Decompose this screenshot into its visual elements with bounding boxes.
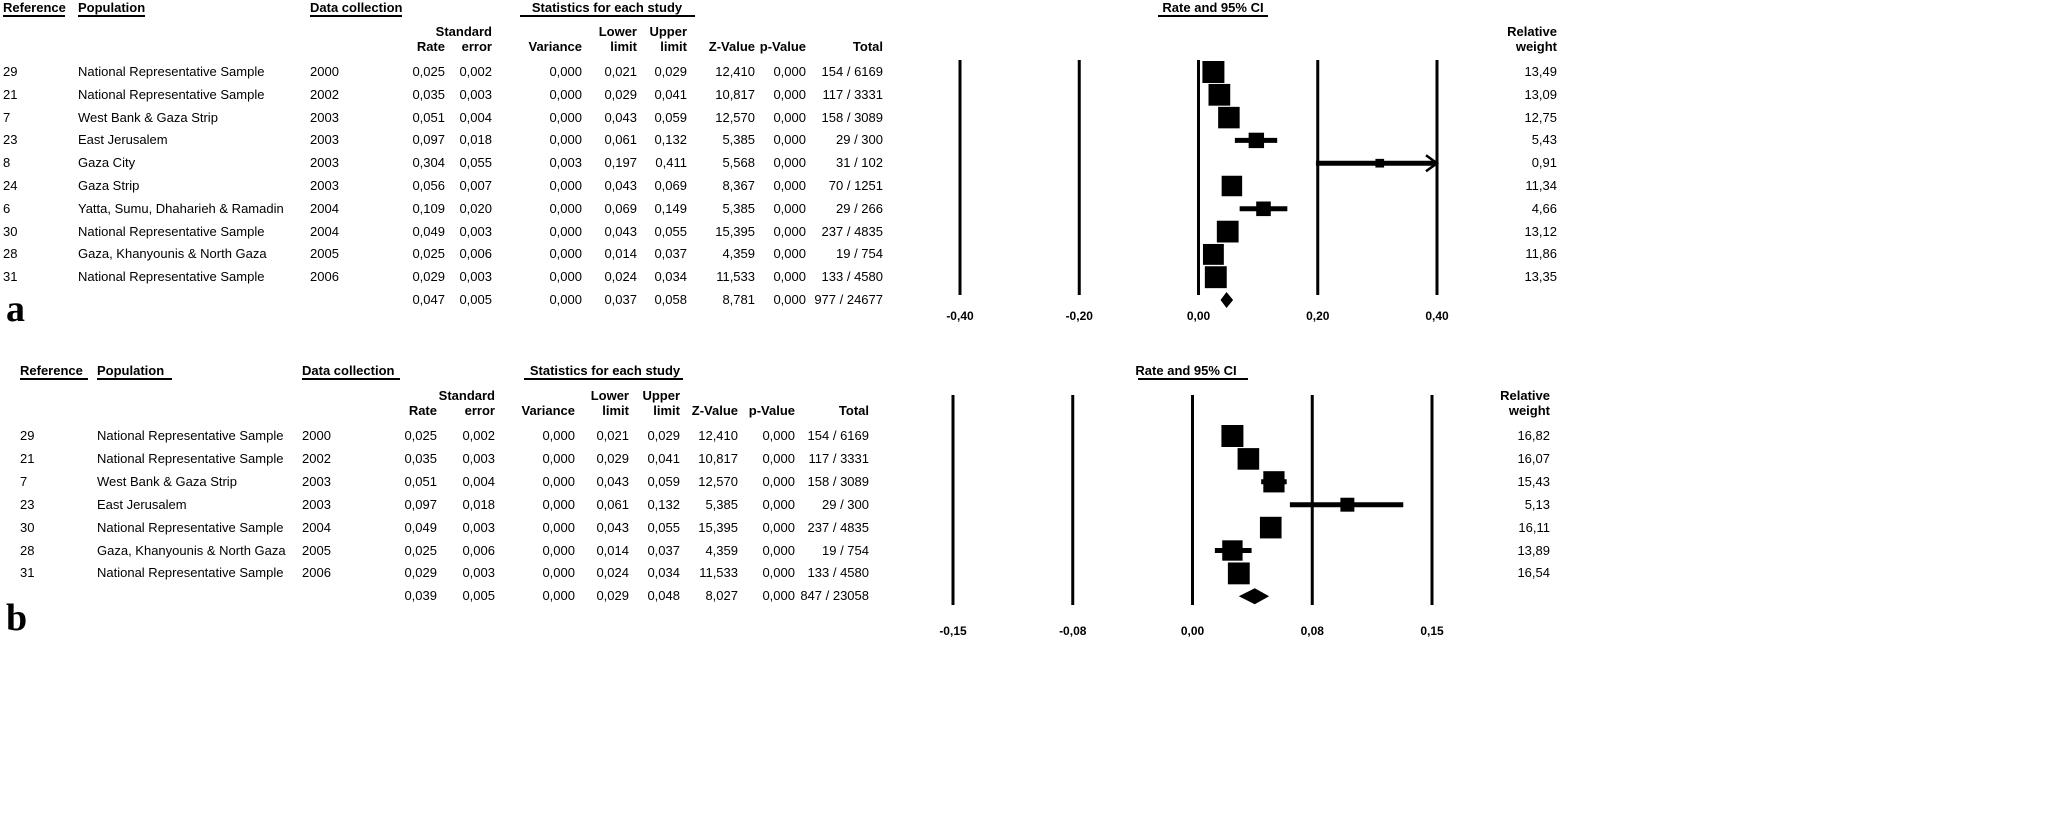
row-rate: 0,097	[412, 132, 445, 148]
header-p-value: p-Value	[748, 403, 795, 418]
row-p: 0,000	[773, 269, 806, 285]
row-p: 0,000	[773, 223, 806, 239]
row-p: 0,000	[762, 428, 795, 443]
row-variance: 0,000	[542, 542, 575, 558]
row-p: 0,000	[762, 565, 795, 581]
row-population: West Bank & Gaza Strip	[97, 473, 237, 489]
row-upper: 0,132	[647, 496, 680, 512]
row-p: 0,000	[773, 155, 806, 171]
row-variance: 0,000	[549, 86, 582, 102]
pooled-diamond	[1239, 588, 1269, 604]
row-total: 29 / 266	[836, 200, 883, 216]
row-relative-weight: 13,89	[1517, 542, 1550, 558]
header-forest-group: Rate and 95% CI	[1162, 0, 1264, 15]
row-year: 2003	[310, 178, 339, 193]
row-relative-weight: 13,09	[1524, 86, 1557, 102]
row-lower: 0,029	[604, 86, 637, 102]
row-se: 0,018	[462, 496, 495, 512]
point-estimate-marker	[1228, 562, 1250, 584]
x-tick-label: 0,15	[1420, 624, 1444, 638]
row-z: 5,385	[722, 132, 755, 148]
row-se: 0,004	[459, 109, 492, 125]
row-year: 2002	[302, 450, 331, 466]
header-lower-limit: limit	[610, 39, 637, 54]
point-estimate-marker	[1221, 425, 1243, 447]
row-total: 158 / 3089	[807, 473, 869, 489]
row-lower: 0,061	[596, 496, 629, 512]
row-reference: 28	[3, 246, 18, 262]
row-se: 0,003	[459, 269, 492, 285]
summary-p: 0,000	[773, 292, 806, 307]
row-rate: 0,025	[404, 428, 437, 443]
summary-upper: 0,048	[647, 588, 680, 604]
row-reference: 21	[20, 450, 35, 466]
row-reference: 31	[20, 565, 35, 581]
row-year: 2006	[310, 269, 339, 285]
row-relative-weight: 13,35	[1524, 269, 1557, 285]
row-variance: 0,003	[549, 155, 582, 171]
x-tick-label: -0,40	[946, 309, 974, 323]
row-se: 0,003	[459, 223, 492, 239]
row-relative-weight: 15,43	[1517, 473, 1550, 489]
row-total: 19 / 754	[822, 542, 869, 558]
row-z: 4,359	[705, 542, 738, 558]
header-standard-error: error	[461, 39, 492, 54]
header-lower-limit: limit	[602, 403, 629, 418]
point-estimate-marker	[1209, 84, 1231, 106]
header-data-collection: Data collection	[310, 0, 403, 15]
row-z: 10,817	[715, 86, 755, 102]
row-population: National Representative Sample	[78, 86, 265, 102]
row-variance: 0,000	[542, 473, 575, 489]
summary-z: 8,027	[705, 588, 738, 604]
point-estimate-marker	[1375, 159, 1384, 168]
row-total: 133 / 4580	[821, 269, 883, 285]
row-reference: 30	[20, 519, 35, 535]
row-lower: 0,024	[596, 565, 629, 581]
row-lower: 0,014	[604, 246, 637, 262]
row-upper: 0,411	[655, 155, 687, 171]
row-total: 154 / 6169	[807, 428, 869, 443]
row-year: 2004	[302, 519, 331, 535]
row-population: East Jerusalem	[97, 496, 187, 512]
row-p: 0,000	[773, 64, 806, 79]
point-estimate-marker	[1222, 176, 1243, 197]
row-total: 19 / 754	[836, 246, 883, 262]
row-p: 0,000	[773, 246, 806, 262]
row-rate: 0,035	[404, 450, 437, 466]
header-p-value: p-Value	[759, 39, 806, 54]
header-upper-limit: limit	[653, 403, 680, 418]
row-lower: 0,021	[604, 64, 637, 79]
row-se: 0,020	[459, 200, 492, 216]
row-rate: 0,025	[404, 542, 437, 558]
row-p: 0,000	[762, 542, 795, 558]
row-variance: 0,000	[542, 428, 575, 443]
row-z: 5,568	[722, 155, 755, 171]
row-year: 2006	[302, 565, 331, 581]
row-se: 0,007	[459, 178, 492, 193]
summary-rate: 0,047	[412, 292, 445, 307]
row-population: National Representative Sample	[97, 428, 284, 443]
summary-p: 0,000	[762, 588, 795, 604]
row-p: 0,000	[773, 178, 806, 193]
row-relative-weight: 13,12	[1524, 223, 1557, 239]
row-p: 0,000	[773, 200, 806, 216]
row-population: Gaza, Khanyounis & North Gaza	[97, 542, 286, 558]
row-upper: 0,037	[654, 246, 687, 262]
header-variance: Variance	[528, 39, 582, 54]
row-relative-weight: 12,75	[1524, 109, 1557, 125]
row-z: 11,533	[716, 269, 755, 285]
row-z: 15,395	[715, 223, 755, 239]
row-upper: 0,055	[647, 519, 680, 535]
row-rate: 0,025	[412, 246, 445, 262]
header-reference: Reference	[20, 363, 83, 378]
row-upper: 0,059	[654, 109, 687, 125]
summary-lower: 0,029	[596, 588, 629, 604]
row-variance: 0,000	[549, 269, 582, 285]
row-year: 2004	[310, 200, 339, 216]
row-upper: 0,059	[647, 473, 680, 489]
row-se: 0,003	[459, 86, 492, 102]
x-tick-label: -0,20	[1065, 309, 1093, 323]
summary-se: 0,005	[459, 292, 492, 307]
row-variance: 0,000	[549, 132, 582, 148]
row-reference: 8	[3, 155, 11, 171]
row-rate: 0,056	[412, 178, 445, 193]
forest-plot	[0, 355, 2049, 831]
row-z: 12,410	[715, 64, 755, 79]
row-upper: 0,041	[654, 86, 687, 102]
point-estimate-marker	[1260, 517, 1282, 539]
row-se: 0,003	[462, 565, 495, 581]
row-total: 117 / 3331	[822, 86, 883, 102]
row-variance: 0,000	[542, 496, 575, 512]
row-lower: 0,061	[604, 132, 637, 148]
row-population: National Representative Sample	[78, 269, 265, 285]
row-se: 0,006	[459, 246, 492, 262]
row-rate: 0,109	[412, 200, 445, 216]
row-rate: 0,049	[412, 223, 445, 239]
row-reference: 6	[3, 200, 11, 216]
row-population: East Jerusalem	[78, 132, 168, 148]
row-total: 133 / 4580	[807, 565, 869, 581]
row-relative-weight: 13,49	[1524, 64, 1557, 79]
row-population: Yatta, Sumu, Dhaharieh & Ramadin	[78, 200, 284, 216]
row-population: National Representative Sample	[97, 519, 284, 535]
row-total: 29 / 300	[836, 132, 883, 148]
row-variance: 0,000	[549, 200, 582, 216]
row-lower: 0,043	[604, 223, 637, 239]
row-year: 2003	[310, 109, 339, 125]
header-lower-limit-line1: Lower	[598, 24, 637, 39]
row-lower: 0,043	[596, 473, 629, 489]
row-se: 0,002	[462, 428, 495, 443]
x-tick-label: 0,20	[1306, 309, 1330, 323]
row-variance: 0,000	[549, 246, 582, 262]
point-estimate-marker	[1218, 107, 1239, 128]
header-z-value: Z-Value	[708, 39, 755, 54]
summary-variance: 0,000	[549, 292, 582, 307]
row-p: 0,000	[762, 519, 795, 535]
header-upper-limit: limit	[660, 39, 687, 54]
row-reference: 28	[20, 542, 35, 558]
row-z: 10,817	[698, 450, 738, 466]
header-rate: Rate	[416, 39, 445, 54]
row-lower: 0,014	[596, 542, 629, 558]
summary-se: 0,005	[462, 588, 495, 604]
row-relative-weight: 16,82	[1517, 428, 1550, 443]
header-relative-weight: weight	[1508, 403, 1550, 418]
row-total: 70 / 1251	[828, 178, 883, 193]
row-se: 0,004	[462, 473, 495, 489]
summary-total: 977 / 24677	[814, 292, 883, 307]
row-rate: 0,029	[412, 269, 445, 285]
row-se: 0,055	[459, 155, 492, 171]
header-variance: Variance	[521, 403, 575, 418]
row-z: 4,359	[722, 246, 755, 262]
row-relative-weight: 5,13	[1524, 496, 1550, 512]
row-lower: 0,043	[604, 109, 637, 125]
row-se: 0,002	[459, 64, 492, 79]
row-upper: 0,034	[647, 565, 680, 581]
row-total: 158 / 3089	[821, 109, 883, 125]
row-year: 2003	[302, 473, 331, 489]
row-upper: 0,055	[654, 223, 687, 239]
point-estimate-marker	[1202, 61, 1224, 83]
row-reference: 7	[20, 473, 28, 489]
row-population: West Bank & Gaza Strip	[78, 109, 218, 125]
row-total: 29 / 300	[822, 496, 869, 512]
row-relative-weight: 11,34	[1525, 178, 1557, 193]
row-z: 11,533	[699, 565, 738, 581]
row-se: 0,006	[462, 542, 495, 558]
summary-upper: 0,058	[654, 292, 687, 307]
row-rate: 0,025	[412, 64, 445, 79]
row-total: 237 / 4835	[807, 519, 869, 535]
row-reference: 21	[3, 86, 18, 102]
header-standard-error-line1: Standard	[435, 24, 492, 39]
x-tick-label: -0,08	[1059, 624, 1087, 638]
header-z-value: Z-Value	[691, 403, 738, 418]
row-p: 0,000	[773, 109, 806, 125]
row-reference: 24	[3, 178, 18, 193]
row-upper: 0,029	[647, 428, 680, 443]
header-standard-error-line1: Standard	[438, 388, 495, 403]
header-statistics-group: Statistics for each study	[529, 363, 681, 378]
header-reference: Reference	[3, 0, 66, 15]
point-estimate-marker	[1238, 448, 1260, 470]
row-variance: 0,000	[549, 109, 582, 125]
row-reference: 31	[3, 269, 18, 285]
point-estimate-marker	[1256, 202, 1271, 217]
point-estimate-marker	[1249, 133, 1264, 148]
row-reference: 23	[20, 496, 35, 512]
row-year: 2005	[302, 542, 331, 558]
row-lower: 0,043	[596, 519, 629, 535]
row-z: 5,385	[722, 200, 755, 216]
row-z: 8,367	[722, 178, 755, 193]
header-population: Population	[78, 0, 146, 15]
row-upper: 0,069	[654, 178, 687, 193]
row-population: National Representative Sample	[97, 450, 284, 466]
row-total: 154 / 6169	[821, 64, 883, 79]
row-year: 2002	[310, 86, 339, 102]
row-population: National Representative Sample	[78, 223, 265, 239]
point-estimate-marker	[1203, 244, 1224, 265]
header-statistics-group: Statistics for each study	[531, 0, 683, 15]
point-estimate-marker	[1263, 471, 1284, 492]
row-relative-weight: 16,07	[1517, 450, 1550, 466]
row-population: National Representative Sample	[97, 565, 284, 581]
header-total: Total	[838, 403, 869, 418]
row-rate: 0,051	[412, 109, 445, 125]
row-year: 2003	[310, 132, 339, 148]
header-rate: Rate	[408, 403, 437, 418]
summary-z: 8,781	[722, 292, 755, 307]
row-variance: 0,000	[542, 565, 575, 581]
panel-label: b	[6, 597, 28, 639]
header-relative-weight-line1: Relative	[1507, 24, 1557, 39]
row-relative-weight: 4,66	[1531, 200, 1557, 216]
summary-lower: 0,037	[604, 292, 637, 307]
panel-label: a	[6, 288, 25, 330]
row-year: 2000	[302, 428, 331, 443]
row-rate: 0,035	[412, 86, 445, 102]
pooled-diamond	[1221, 292, 1234, 308]
row-variance: 0,000	[549, 178, 582, 193]
row-z: 5,385	[705, 496, 738, 512]
row-relative-weight: 11,86	[1525, 246, 1557, 262]
row-reference: 7	[3, 109, 11, 125]
point-estimate-marker	[1217, 221, 1239, 243]
row-population: Gaza City	[78, 155, 136, 171]
row-variance: 0,000	[542, 519, 575, 535]
row-p: 0,000	[762, 450, 795, 466]
header-population: Population	[97, 363, 165, 378]
row-population: Gaza Strip	[78, 178, 140, 193]
x-tick-label: 0,08	[1300, 624, 1324, 638]
row-lower: 0,197	[604, 155, 637, 171]
row-upper: 0,029	[654, 64, 687, 79]
row-se: 0,003	[462, 450, 495, 466]
row-p: 0,000	[773, 86, 806, 102]
panel-b	[0, 355, 2049, 831]
panel-a	[0, 0, 2049, 400]
row-upper: 0,149	[654, 200, 687, 216]
point-estimate-marker	[1340, 498, 1354, 512]
row-relative-weight: 5,43	[1531, 132, 1557, 148]
row-se: 0,018	[459, 132, 492, 148]
row-total: 117 / 3331	[808, 450, 869, 466]
header-relative-weight-line1: Relative	[1500, 388, 1550, 403]
row-lower: 0,029	[596, 450, 629, 466]
row-variance: 0,000	[549, 223, 582, 239]
row-p: 0,000	[762, 473, 795, 489]
row-upper: 0,037	[647, 542, 680, 558]
row-rate: 0,049	[404, 519, 437, 535]
row-rate: 0,051	[404, 473, 437, 489]
header-lower-limit-line1: Lower	[590, 388, 629, 403]
row-lower: 0,024	[604, 269, 637, 285]
summary-total: 847 / 23058	[800, 588, 869, 604]
row-upper: 0,034	[654, 269, 687, 285]
row-rate: 0,029	[404, 565, 437, 581]
row-year: 2003	[310, 155, 339, 171]
row-total: 31 / 102	[836, 155, 883, 171]
summary-rate: 0,039	[404, 588, 437, 604]
summary-variance: 0,000	[542, 588, 575, 604]
row-z: 12,570	[715, 109, 755, 125]
row-p: 0,000	[773, 132, 806, 148]
header-relative-weight: weight	[1515, 39, 1557, 54]
row-reference: 23	[3, 132, 18, 148]
x-tick-label: -0,15	[939, 624, 967, 638]
row-relative-weight: 16,11	[1518, 519, 1550, 535]
point-estimate-marker	[1205, 266, 1227, 288]
row-z: 15,395	[698, 519, 738, 535]
row-lower: 0,021	[596, 428, 629, 443]
row-relative-weight: 0,91	[1531, 155, 1557, 171]
row-upper: 0,132	[654, 132, 687, 148]
row-year: 2004	[310, 223, 339, 239]
header-upper-limit-line1: Upper	[642, 388, 680, 403]
row-total: 237 / 4835	[821, 223, 883, 239]
point-estimate-marker	[1222, 540, 1242, 560]
row-reference: 29	[20, 428, 35, 443]
x-tick-label: 0,00	[1180, 624, 1205, 638]
row-rate: 0,304	[412, 155, 445, 171]
row-z: 12,570	[698, 473, 738, 489]
row-reference: 30	[3, 223, 18, 239]
row-lower: 0,043	[604, 178, 637, 193]
header-forest-group: Rate and 95% CI	[1135, 363, 1237, 378]
row-p: 0,000	[762, 496, 795, 512]
row-lower: 0,069	[604, 200, 637, 216]
row-relative-weight: 16,54	[1517, 565, 1550, 581]
row-variance: 0,000	[542, 450, 575, 466]
row-rate: 0,097	[404, 496, 437, 512]
row-population: Gaza, Khanyounis & North Gaza	[78, 246, 267, 262]
x-tick-label: 0,40	[1425, 309, 1449, 323]
row-year: 2003	[302, 496, 331, 512]
header-standard-error: error	[464, 403, 495, 418]
row-reference: 29	[3, 64, 18, 79]
row-year: 2000	[310, 64, 339, 79]
header-upper-limit-line1: Upper	[649, 24, 687, 39]
row-z: 12,410	[698, 428, 738, 443]
row-year: 2005	[310, 246, 339, 262]
header-data-collection: Data collection	[302, 363, 395, 378]
row-upper: 0,041	[647, 450, 680, 466]
row-variance: 0,000	[549, 64, 582, 79]
row-se: 0,003	[462, 519, 495, 535]
x-tick-label: 0,00	[1186, 309, 1211, 323]
header-total: Total	[852, 39, 883, 54]
row-population: National Representative Sample	[78, 64, 265, 79]
